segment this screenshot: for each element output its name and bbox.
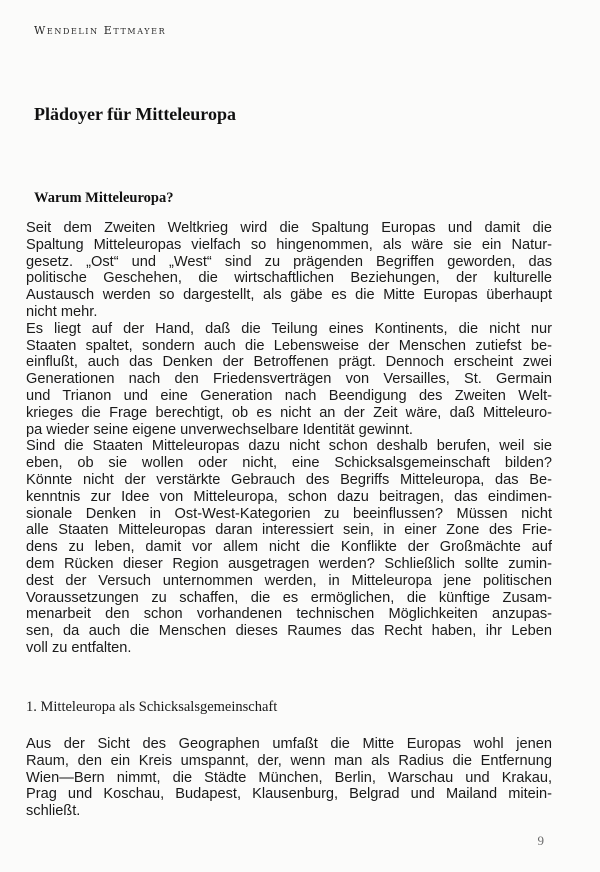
body-line: Könnte nicht der verstärkte Gebrauch des Begriffs Mitteleuropa, das Be- [26, 471, 552, 488]
body-line: sionale Denken in Ost-West-Kategorien zu beeinflussen? Müssen nicht [26, 505, 552, 522]
body-line: sen, da auch die Menschen dieses Raumes das Recht haben, ihr Leben [26, 623, 552, 640]
body-line: nicht mehr. [26, 303, 98, 320]
body-line: Es liegt auf der Hand, daß die Teilung eines Kontinents, die nicht nur [26, 320, 552, 337]
section-heading: Warum Mitteleuropa? [34, 190, 174, 206]
chapter-title: Plädoyer für Mitteleuropa [34, 104, 236, 124]
body-paragraphs [26, 220, 552, 657]
subsection-heading: 1. Mitteleuropa als Schicksalsgemeinschaft [26, 699, 278, 715]
body-line: Aus der Sicht des Geographen umfaßt die Mitte Europas wohl jenen [26, 736, 552, 752]
body-line: Prag und Koschau, Budapest, Klausenburg, Belgrad und Mailand mitein- [26, 786, 552, 803]
body-line: Generationen nach den Friedensverträgen von Versailles, St. Germain [26, 371, 552, 388]
body-line: Sind die Staaten Mitteleuropas dazu nicht schon deshalb berufen, weil sie [26, 438, 552, 455]
body-line: menarbeit den schon vorhandenen technischen Möglichkeiten anzupas- [26, 606, 552, 623]
body-line: einflußt, auch das Denken der Betroffenen prägt. Dennoch erscheint zwei [26, 354, 552, 371]
body-line: Seit dem Zweiten Weltkrieg wird die Spaltung Europas und damit die [26, 220, 552, 236]
body-line: pa wieder seine eigene unverwechselbare Identität gewinnt. [26, 421, 413, 438]
body-line: Staaten spaltet, sondern auch die Lebensweise der Menschen zutiefst be- [26, 337, 552, 354]
body-line: dest der Versuch unternommen werden, in Mitteleuropa jene politischen [26, 572, 552, 589]
body-line: alle Staaten Mitteleuropas daran interessiert sein, in einer Zone des Frie- [26, 522, 552, 539]
body-line: Wien—Bern nimmt, die Städte München, Berlin, Warschau und Krakau, [26, 769, 552, 786]
body-line: politische Geschehen, die wirtschaftlichen Beziehungen, der kulturelle [26, 270, 552, 287]
page-number: 9 [537, 833, 544, 848]
body-line: Raum, den ein Kreis umspannt, der, wenn man als Radius die Entfernung [26, 752, 552, 769]
body-line: schließt. [26, 803, 81, 820]
body-line: dens zu leben, damit vor allem nicht die Konflikte der Großmächte auf [26, 539, 552, 556]
body-line: eben, ob sie wollen oder nicht, eine Schicksalsgemeinschaft bilden? [26, 455, 552, 472]
body-line: Voraussetzungen zu schaffen, die es ermöglichen, die künftige Zusam- [26, 589, 552, 606]
body-line: Spaltung Mitteleuropas vielfach so hingenommen, als wäre sie ein Natur- [26, 236, 552, 253]
body-line: gesetz. „Ost“ und „West“ sind zu prägenden Begriffen geworden, das [26, 253, 552, 270]
body-line: dem Rücken dieser Region ausgetragen werden? Schließlich sollte zumin- [26, 555, 552, 572]
subsection-paragraph [26, 736, 552, 820]
body-line: voll zu entfalten. [26, 639, 132, 656]
body-line: Austausch werden so dargestellt, als gäbe es die Mitte Europas überhaupt [26, 287, 552, 304]
running-head-author: Wendelin Ettmayer [34, 24, 167, 37]
body-line: kenntnis zur Idee von Mitteleuropa, schon dazu beitragen, das eindimen- [26, 488, 552, 505]
body-line: und Trianon und eine Generation nach Beendigung des Zweiten Welt- [26, 387, 552, 404]
body-line: krieges die Frage berechtigt, ob es nicht an der Zeit wäre, daß Mitteleuro- [26, 404, 552, 421]
